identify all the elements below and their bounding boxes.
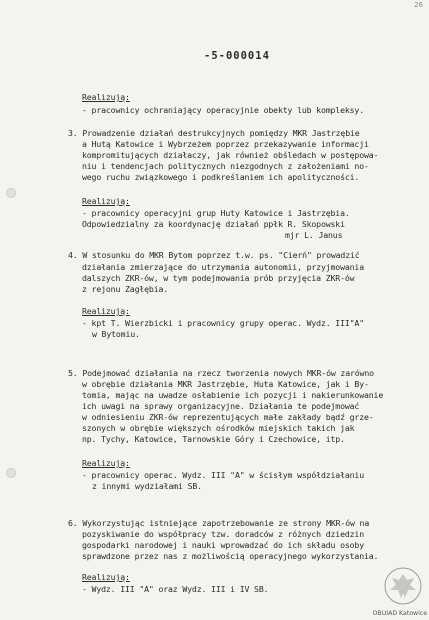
text-line: pozyskiwanie do współpracy tzw. doradców z różnych dziedzin <box>82 529 364 539</box>
text-line: Odpowiedzialny za koordynację działań ppłk R. Skopowski <box>82 219 345 229</box>
text-line: - pracownicy operacyjni grup Huty Katowice i Jastrzębia. <box>82 208 350 218</box>
text-line: np. Tychy, Katowice, Tarnowskie Góry i Czechowice, itp. <box>82 434 345 444</box>
realizuja-heading: Realizują: <box>82 458 130 468</box>
realizuja-heading: Realizują: <box>82 306 130 316</box>
text-line: sprawdzone przez nas z możliwością operacyjnego wykorzystania. <box>82 551 379 561</box>
text-line: gospodarki narodowej i nauki wprowadzać do ich składu osoby <box>82 540 364 550</box>
text-line: w odniesieniu ZKR-ów reprezentujących małe zakłady bądź grze- <box>82 412 374 422</box>
signature-name: mjr L. Janus <box>285 230 343 240</box>
point-6-line: 6. Wykorzystując istniejące zapotrzebowanie ze strony MKR-ów na <box>68 518 370 528</box>
archive-eagle-stamp-icon <box>383 566 423 606</box>
text-line: - Wydz. III "A" oraz Wydz. III i IV SB. <box>82 584 269 594</box>
text-line: szonych w obrębie większych ośrodków miejskich takich jak <box>82 423 355 433</box>
text-line: ich uwagi na sprawy organizacyjne. Działania te podejmować <box>82 401 360 411</box>
text-line: - kpt T. Wierzbicki i pracownicy grupy operac. Wydz. III"A" <box>82 318 364 328</box>
text-line: wego ruchu związkowego i podkreślaniem ich apolityczności. <box>82 172 360 182</box>
page-corner-number: 26 <box>414 1 423 9</box>
text-line: - pracownicy operac. Wydz. III "A" w ścisłym współdziałaniu <box>82 470 364 480</box>
point-5-line: 5. Podejmować działania na rzecz tworzenia nowych MKR-ów zarówno <box>68 368 374 378</box>
punch-hole <box>6 468 16 478</box>
realizuja-heading: Realizują: <box>82 92 130 102</box>
text-line: tomia, mając na uwadze osłabienie ich pozycji i nakierunkowanie <box>82 390 384 400</box>
text-line: z rejonu Zagłębia. <box>82 284 169 294</box>
text-line: działania zmierzające do utrzymania autonomii, przyjmowania <box>82 262 364 272</box>
punch-hole <box>6 188 16 198</box>
text-line: w obrębie działania MKR Jastrzębie, Huta Katowice, jak i By- <box>82 379 369 389</box>
realizuja-heading: Realizują: <box>82 572 130 582</box>
page-header-number: -5-000014 <box>204 50 270 62</box>
archive-stamp-label: OBUIAD Katowice <box>372 610 427 617</box>
text-line: w Bytomiu. <box>92 329 140 339</box>
point-4-line: 4. W stosunku do MKR Bytom poprzez t.w. ps. "Cierń" prowadzić <box>68 250 360 260</box>
text-line: z innymi wydziałami SB. <box>92 481 202 491</box>
text-line: niu i tendencjach politycznych niezgodnych z założeniami no- <box>82 161 369 171</box>
text-line: a Hutą Katowice i Wybrzeżem poprzez przekazywanie informacji <box>82 139 369 149</box>
realizuja-heading: Realizują: <box>82 196 130 206</box>
text-line: kompromitujących działaczy, jak również obśledach w postępowa- <box>82 150 379 160</box>
text-line: - pracownicy ochraniający operacyjnie obekty lub kompleksy. <box>82 105 364 115</box>
text-line: dalszych ZKR-ów, w tym podejmowania prób przyjęcia ZKR-ów <box>82 273 355 283</box>
point-3-line: 3. Prowadzenie działań destrukcyjnych pomiędzy MKR Jastrzębie <box>68 128 360 138</box>
